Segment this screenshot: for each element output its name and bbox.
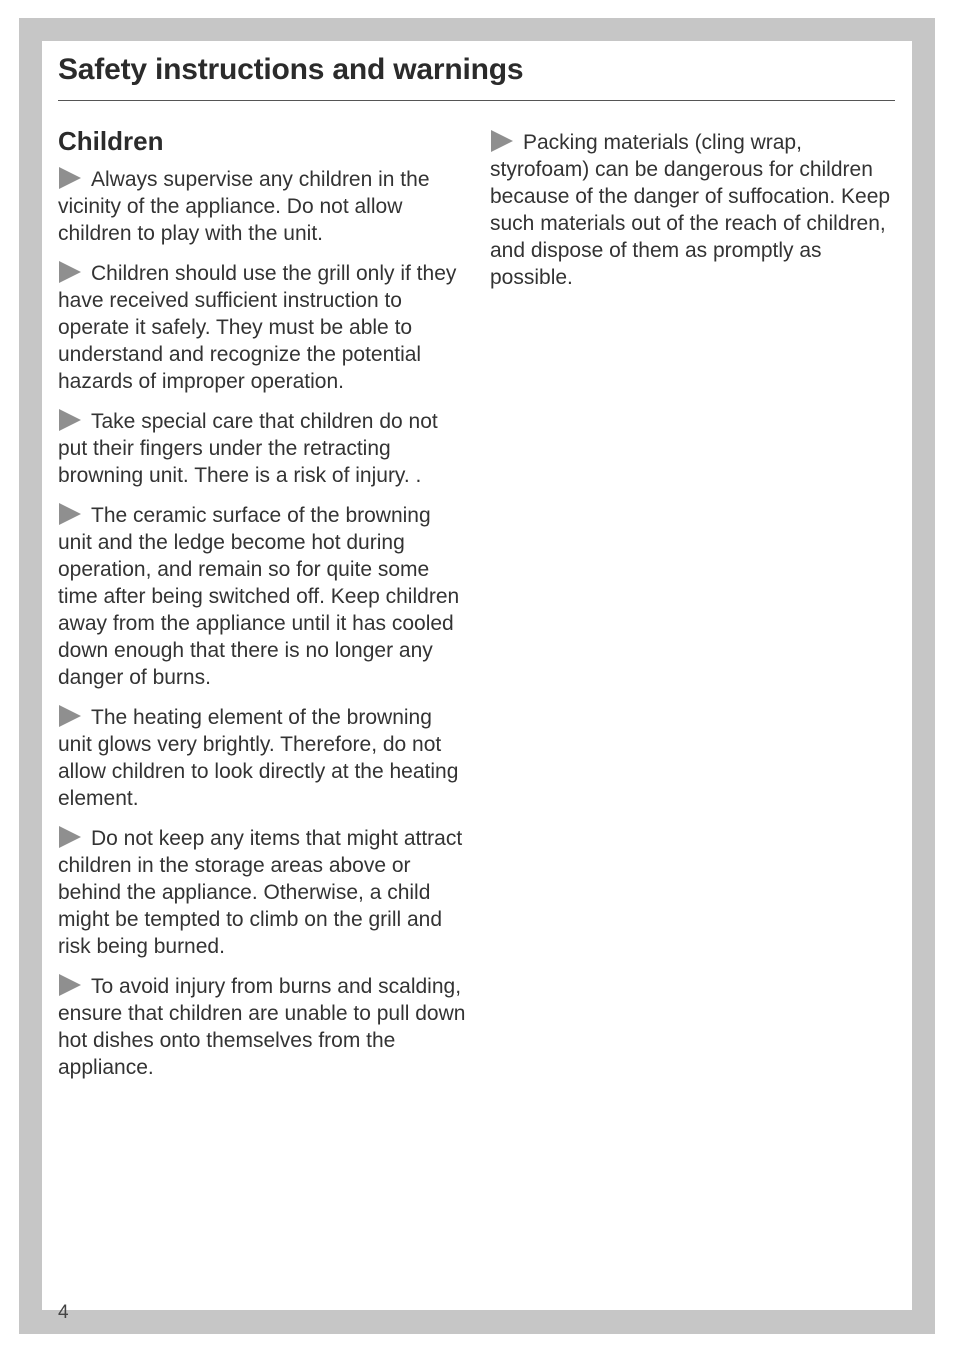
warning-paragraph — [58, 260, 468, 395]
warning-paragraph — [490, 129, 900, 291]
page-number: 4 — [58, 1302, 69, 1323]
triangle-arrow-icon — [59, 974, 81, 996]
warning-paragraph — [58, 502, 468, 691]
warning-paragraph — [58, 825, 468, 960]
warning-text: Packing materials (cling wrap, styrofoam) can be dangerous for children because of the danger of suffocation. Keep such materials out of the reach of children, and dispose of them as promptly as possible. — [490, 131, 891, 289]
left-column — [58, 124, 468, 1094]
warning-text: Take special care that children do not put their fingers under the retracting browning unit. There is a risk of injury. . — [58, 410, 438, 487]
warning-paragraph — [58, 973, 468, 1081]
right-column — [490, 129, 900, 304]
triangle-arrow-icon — [59, 261, 81, 283]
triangle-arrow-icon — [59, 705, 81, 727]
triangle-arrow-icon — [59, 503, 81, 525]
warning-paragraph — [58, 408, 468, 489]
section-heading: Children — [58, 126, 164, 156]
warning-paragraph — [58, 166, 468, 247]
warning-text: Children should use the grill only if they have received sufficient instruction to operate it safely. They must be able to understand and recognize the potential hazards of improper operation. — [58, 262, 457, 393]
page-title: Safety instructions and warnings — [58, 53, 524, 86]
triangle-arrow-icon — [59, 826, 81, 848]
triangle-arrow-icon — [491, 130, 513, 152]
warning-text: Do not keep any items that might attract children in the storage areas above or behind the appliance. Otherwise, a child might be tempted to climb on the grill and risk being burned. — [58, 827, 463, 958]
warning-text: The ceramic surface of the browning unit and the ledge become hot during operation, and remain so for quite some time after being switched off. Keep children away from the appliance until it has cooled down enough that there is no longer any danger of burns. — [58, 504, 460, 689]
triangle-arrow-icon — [59, 409, 81, 431]
warning-text: To avoid injury from burns and scalding, ensure that children are unable to pull down hot dishes onto themselves from the appliance. — [58, 975, 466, 1079]
triangle-arrow-icon — [59, 167, 81, 189]
warning-paragraph — [58, 704, 468, 812]
warning-text: Always supervise any children in the vicinity of the appliance. Do not allow children to play with the unit. — [58, 168, 430, 245]
warning-text: The heating element of the browning unit glows very brightly. Therefore, do not allow children to look directly at the heating element. — [58, 706, 459, 810]
title-divider — [58, 100, 895, 101]
